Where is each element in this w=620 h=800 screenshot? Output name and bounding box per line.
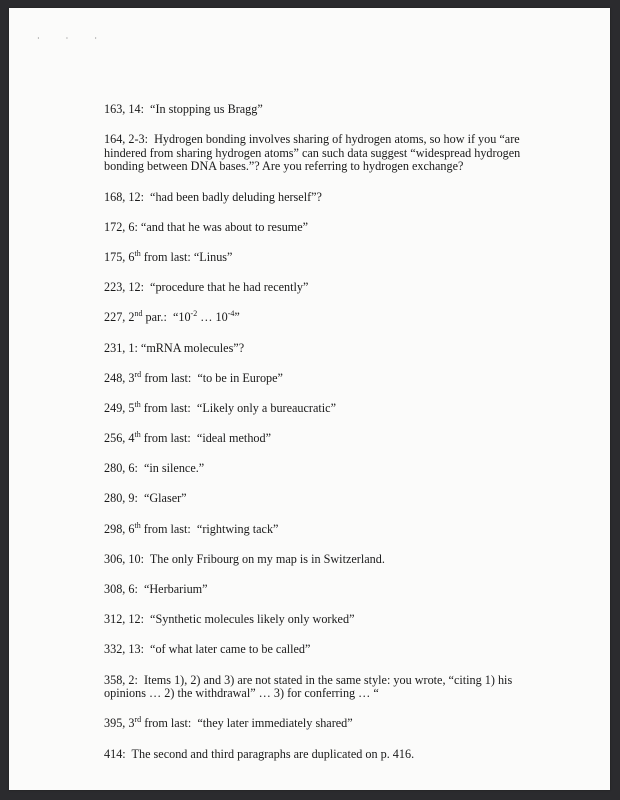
note-249 xyxy=(104,399,524,416)
note-ref: 280, 9: xyxy=(104,491,138,506)
note-text: Hydrogen bonding involves sharing of hydrogen atoms, so how if you “are hindered from sharing hydrogen atoms” can such data suggest “widespread hydrogen bonding between DNA bases.”? Are you referring to hydrogen exchange? xyxy=(104,132,521,174)
note-text: “Glaser” xyxy=(143,491,187,506)
note-text: Items 1), 2) and 3) are not stated in the same style: you wrote, “citing 1) his opinions … 2) the withdrawal” … 3) for conferring … “ xyxy=(104,672,513,701)
note-ref: 223, 12: xyxy=(104,280,144,295)
note-ref: 168, 12: xyxy=(104,189,144,204)
note-text: “Herbarium” xyxy=(143,582,208,596)
ordinal-suffix: nd xyxy=(134,309,143,319)
note-395 xyxy=(104,717,524,731)
note-172 xyxy=(104,221,524,235)
note-text: “had been badly deluding herself”? xyxy=(150,189,322,204)
ordinal-suffix: th xyxy=(134,248,141,258)
note-306 xyxy=(104,553,524,567)
note-248 xyxy=(104,369,524,386)
note-ref-rest: from last: xyxy=(143,521,191,536)
ordinal-suffix: rd xyxy=(134,369,142,379)
note-text: “procedure that he had recently” xyxy=(150,280,309,295)
note-text-mid: … 10 xyxy=(197,310,228,325)
note-312 xyxy=(104,613,524,627)
note-text: “In stopping us Bragg” xyxy=(150,102,263,116)
note-ref: 414: xyxy=(104,746,126,761)
note-text: The second and third paragraphs are duplicated on p. 416. xyxy=(131,746,415,761)
ordinal-suffix: rd xyxy=(134,715,142,725)
note-ref: 172, 6: xyxy=(104,219,138,234)
note-ref-rest: from last: xyxy=(143,400,191,415)
note-ref: 163, 14: xyxy=(104,102,144,116)
ordinal-suffix: th xyxy=(134,430,141,439)
note-ref-rest: from last: xyxy=(143,431,191,446)
note-ref: 256, 4 xyxy=(104,431,135,446)
ordinal-suffix: th xyxy=(134,520,141,530)
note-280-9 xyxy=(104,492,524,506)
note-308 xyxy=(104,583,524,597)
note-text: “rightwing tack” xyxy=(196,521,279,536)
note-163 xyxy=(104,103,524,117)
note-text: “Linus” xyxy=(193,249,233,264)
note-414 xyxy=(104,748,524,762)
note-ref: 395, 3 xyxy=(104,716,135,731)
note-227 xyxy=(104,311,524,325)
note-ref-rest: par.: xyxy=(145,310,167,325)
note-ref: 332, 13: xyxy=(104,642,144,657)
note-223 xyxy=(104,281,524,295)
note-231 xyxy=(104,342,524,356)
note-298 xyxy=(104,520,524,537)
note-ref: 308, 6: xyxy=(104,582,138,596)
note-168 xyxy=(104,191,524,205)
exponent: -4 xyxy=(227,309,235,319)
note-164 xyxy=(104,133,524,174)
note-ref: 358, 2: xyxy=(104,672,138,687)
note-ref: 227, 2 xyxy=(104,310,135,325)
note-ref: 280, 6: xyxy=(104,461,138,476)
exponent: -2 xyxy=(190,309,198,319)
note-ref-rest: from last: xyxy=(143,249,191,264)
note-text: “Likely only a bureaucratic” xyxy=(196,400,336,415)
note-ref: 249, 5 xyxy=(104,400,135,415)
note-ref-rest: from last: xyxy=(144,716,192,731)
note-175 xyxy=(104,248,524,265)
note-ref-rest: from last: xyxy=(144,370,192,385)
note-text: “to be in Europe” xyxy=(197,370,283,385)
note-text: “mRNA molecules”? xyxy=(140,340,245,355)
note-ref: 164, 2-3: xyxy=(104,132,149,147)
note-ref: 312, 12: xyxy=(104,612,144,627)
note-ref: 231, 1: xyxy=(104,340,138,355)
note-332 xyxy=(104,643,524,657)
note-280-6 xyxy=(104,462,524,476)
note-text: “they later immediately shared” xyxy=(197,716,353,731)
note-ref: 175, 6 xyxy=(104,249,135,264)
note-text: “ideal method” xyxy=(196,431,272,446)
note-text: The only Fribourg on my map is in Switzerland. xyxy=(149,551,385,566)
correction-list xyxy=(104,103,524,778)
note-256 xyxy=(104,432,524,446)
ordinal-suffix: th xyxy=(134,399,141,409)
note-ref: 298, 6 xyxy=(104,521,135,536)
note-text-post: ” xyxy=(234,310,240,325)
document-page xyxy=(9,8,610,790)
note-text: “and that he was about to resume” xyxy=(140,219,309,234)
note-text: “Synthetic molecules likely only worked” xyxy=(150,612,355,627)
note-ref: 248, 3 xyxy=(104,370,135,385)
corner-marks: · · · xyxy=(37,34,109,43)
note-ref: 306, 10: xyxy=(104,551,144,566)
note-text: “in silence.” xyxy=(143,461,205,476)
note-text-pre: “10 xyxy=(172,310,191,325)
note-358 xyxy=(104,674,524,701)
note-text: “of what later came to be called” xyxy=(150,642,311,657)
